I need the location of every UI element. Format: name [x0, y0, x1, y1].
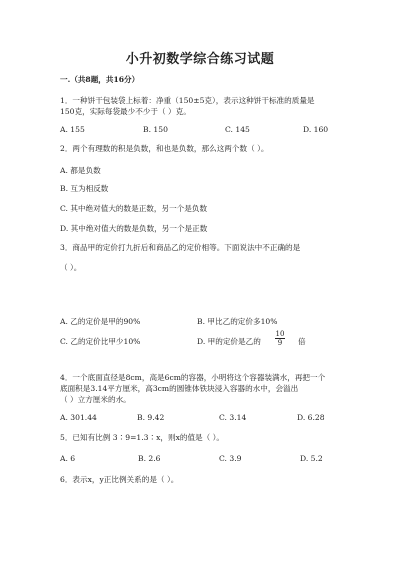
fraction-denominator: 9 [277, 339, 283, 347]
question-6-line-1: 6．表示x，y正比例关系的是（ ）。 [60, 475, 179, 484]
question-1-option-b: B. 150 [143, 125, 168, 134]
question-4-option-b: B. 9.42 [137, 413, 165, 422]
question-1-option-d: D. 160 [303, 125, 329, 134]
question-2-option-d: D. 其中绝对值大的数是负数，另一个是正数 [60, 224, 208, 233]
question-4-option-d: D. 6.28 [297, 413, 325, 422]
question-3-line-1: 3．商品甲的定价打九折后和商品乙的定价相等。下面说法中不正确的是 [60, 243, 301, 252]
question-1-line-2: 150克，实际每袋最少不少于（ ）克。 [60, 107, 191, 116]
question-3-line-2: （ ）。 [60, 263, 82, 272]
fraction-numerator: 10 [275, 330, 285, 338]
question-3-fraction [275, 330, 285, 347]
question-4-line-3: （ ）立方厘米的水。 [60, 395, 131, 404]
section-header: 一.（共8题，共16分） [60, 75, 140, 84]
question-4-option-a: A. 301.44 [60, 413, 97, 422]
question-3-option-d-suffix: 倍 [298, 337, 306, 346]
question-4-line-1: 4．一个底面直径是8cm，高是6cm的容器，小明将这个容器装满水，再把一个 [60, 373, 326, 382]
question-3-option-d: D. 甲的定价是乙的 [197, 337, 261, 346]
question-4-option-c: C. 3.14 [219, 413, 247, 422]
question-5-option-d: D. 5.2 [300, 454, 323, 463]
question-3-option-a: A. 乙的定价是甲的90% [60, 317, 141, 326]
question-5-option-b: B. 2.6 [138, 454, 161, 463]
question-1-line-1: 1．一种饼干包装袋上标着：净重（150±5克），表示这种饼干标准的质量是 [60, 96, 315, 105]
question-1-option-a: A. 155 [60, 125, 85, 134]
question-3-option-b: B. 甲比乙的定价多10% [197, 317, 278, 326]
question-5-option-a: A. 6 [60, 454, 76, 463]
exam-title: 小升初数学综合练习试题 [125, 52, 275, 67]
question-2-option-a: A. 都是负数 [60, 166, 101, 175]
question-5-line-1: 5．已知有比例 3∶9=1.3∶x，则x的值是（ ）。 [60, 433, 225, 442]
question-4-line-2: 底面积是3.14平方厘米，高3cm的圆锥体铁块浸入容器的水中，会溢出 [60, 384, 299, 393]
question-2-option-c: C. 其中绝对值大的数是正数，另一个是负数 [60, 204, 208, 213]
question-2-line-1: 2．两个有理数的积是负数，和也是负数，那么这两个数（ ）。 [60, 144, 269, 153]
question-2-option-b: B. 互为相反数 [60, 184, 109, 193]
question-3-option-c: C. 乙的定价比甲少10% [60, 337, 141, 346]
question-5-option-c: C. 3.9 [219, 454, 242, 463]
question-1-option-c: C. 145 [225, 125, 250, 134]
